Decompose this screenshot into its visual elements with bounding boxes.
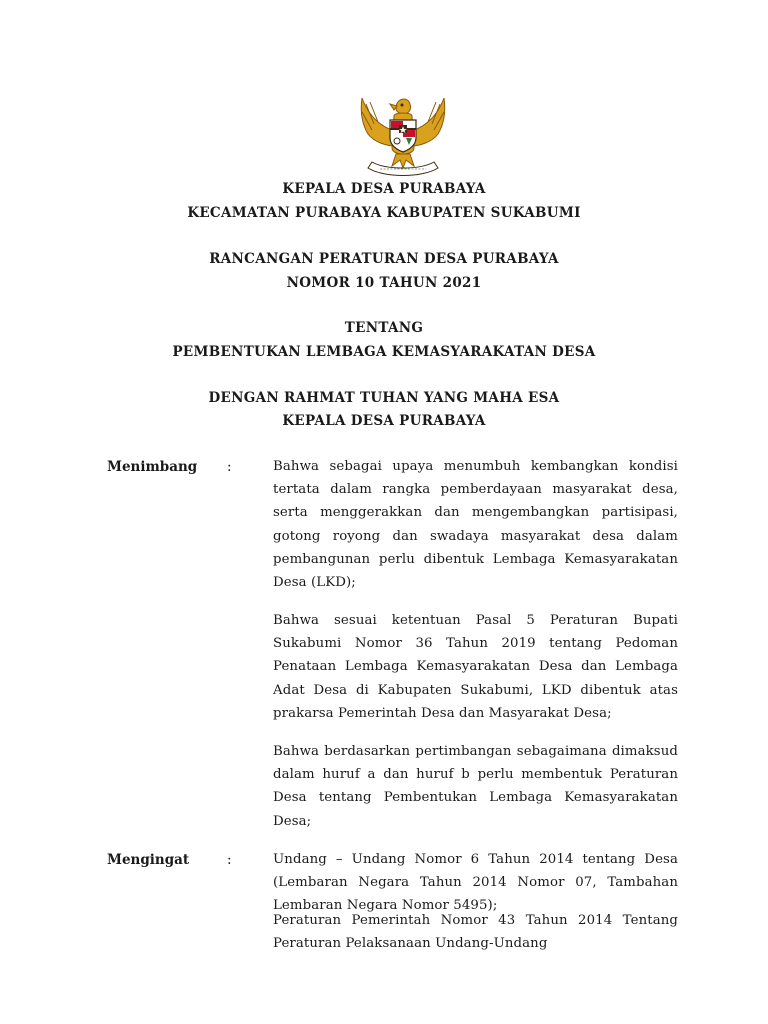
menimbang-colon: :: [227, 459, 232, 475]
menimbang-item: Bahwa berdasarkan pertimbangan sebagaimana dimaksud dalam huruf a dan huruf b perlu membentuk Peraturan Desa tentang Pembentukan Lembaga Kemasyarakatan Desa;: [273, 744, 678, 829]
document-authority: KEPALA DESA PURABAYA: [282, 181, 486, 197]
issuer-line: KEPALA DESA PURABAYA: [282, 413, 486, 429]
blessing-line: DENGAN RAHMAT TUHAN YANG MAHA ESA: [208, 390, 560, 406]
mengingat-label: Mengingat: [107, 852, 190, 868]
regulation-title: RANCANGAN PERATURAN DESA PURABAYA: [209, 251, 559, 267]
mengingat-item: Undang – Undang Nomor 6 Tahun 2014 tentang Desa (Lembaran Negara Tahun 2014 Nomor 07, Tambahan Lembaran Negara Nomor 5495);: [273, 852, 678, 914]
menimbang-label: Menimbang: [107, 459, 198, 475]
regulation-number: NOMOR 10 TAHUN 2021: [286, 275, 482, 291]
garuda-pancasila-emblem: [356, 90, 450, 178]
menimbang-item: Bahwa sebagai upaya menumbuh kembangkan kondisi tertata dalam rangka pemberdayaan masyarakat desa, serta menggerakkan dan mengembangkan partisipasi, gotong royong dan swadaya masyarakat desa dalam pembangunan perlu dibentuk Lembaga Kemasyarakatan Desa (LKD);: [273, 459, 678, 591]
mengingat-colon: :: [227, 852, 232, 868]
garuda-emblem-icon: [356, 90, 450, 178]
regulation-subject: PEMBENTUKAN LEMBAGA KEMASYARAKATAN DESA: [172, 344, 596, 360]
menimbang-item: Bahwa sesuai ketentuan Pasal 5 Peraturan Bupati Sukabumi Nomor 36 Tahun 2019 tentang Pedoman Penataan Lembaga Kemasyarakatan Desa dan Lembaga Adat Desa di Kabupaten Sukabumi, LKD dibentuk atas prakarsa Pemerintah Desa dan Masyarakat Desa;: [273, 613, 678, 721]
document-subdistrict: KECAMATAN PURABAYA KABUPATEN SUKABUMI: [187, 205, 581, 221]
mengingat-item: Peraturan Pemerintah Nomor 43 Tahun 2014 Tentang Peraturan Pelaksanaan Undang-Undang: [273, 913, 678, 952]
about-label: TENTANG: [344, 320, 424, 336]
